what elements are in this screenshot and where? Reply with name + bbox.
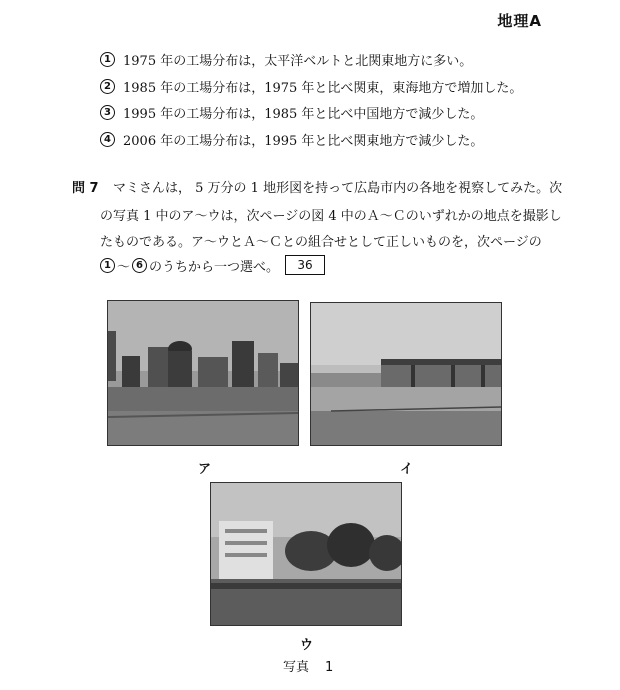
photo-i-caption: イ	[400, 462, 414, 477]
question-label: 問 7	[72, 181, 99, 196]
option-number: 1	[100, 52, 115, 67]
photo-i	[310, 302, 502, 446]
photo-u	[210, 482, 402, 626]
photo-u-image	[211, 483, 401, 625]
option-number: 3	[100, 105, 115, 120]
photo-u-caption: ウ	[300, 638, 314, 653]
option-text: 1995 年の工場分布は，1985 年と比べ中国地方で減少した。	[123, 107, 484, 122]
subject-header: 地理A	[497, 12, 542, 30]
option-2	[100, 77, 522, 96]
range-separator: ～	[117, 259, 131, 275]
option-text: 1975 年の工場分布は，太平洋ベルトと北関東地方に多い。	[123, 54, 473, 69]
question-line-3: たものである。ア～ウとＡ～Ｃとの組合せとして正しいものを，次ページの	[100, 235, 542, 250]
figure-caption-number: 1	[325, 660, 334, 675]
question-line-1: マミさんは， 5 万分の 1 地形図を持って広島市内の各地を視察してみた。次	[113, 181, 563, 196]
question-line-2: の写真 1 中のア～ウは，次ページの図 4 中のＡ～Ｃのいずれかの地点を撮影し	[100, 209, 562, 224]
option-text: 1985 年の工場分布は，1975 年と比べ関東，東海地方で増加した。	[123, 81, 523, 96]
option-3	[100, 103, 483, 122]
figure-caption	[283, 656, 333, 675]
option-text: 2006 年の工場分布は，1995 年と比べ関東地方で減少した。	[123, 134, 484, 149]
option-number: 4	[100, 132, 115, 147]
question-line-4	[100, 255, 325, 275]
choice-end-number: 6	[132, 258, 147, 273]
choice-start-number: 1	[100, 258, 115, 273]
option-1	[100, 50, 472, 69]
photo-a	[107, 300, 299, 446]
answer-box: 36	[285, 255, 325, 275]
photo-a-caption: ア	[198, 462, 212, 477]
question-line-4-text: のうちから一つ選べ。	[149, 259, 280, 275]
option-number: 2	[100, 79, 115, 94]
photo-a-image	[108, 301, 298, 445]
photo-i-image	[311, 303, 501, 445]
option-4	[100, 130, 483, 149]
figure-caption-label: 写真	[283, 660, 310, 675]
